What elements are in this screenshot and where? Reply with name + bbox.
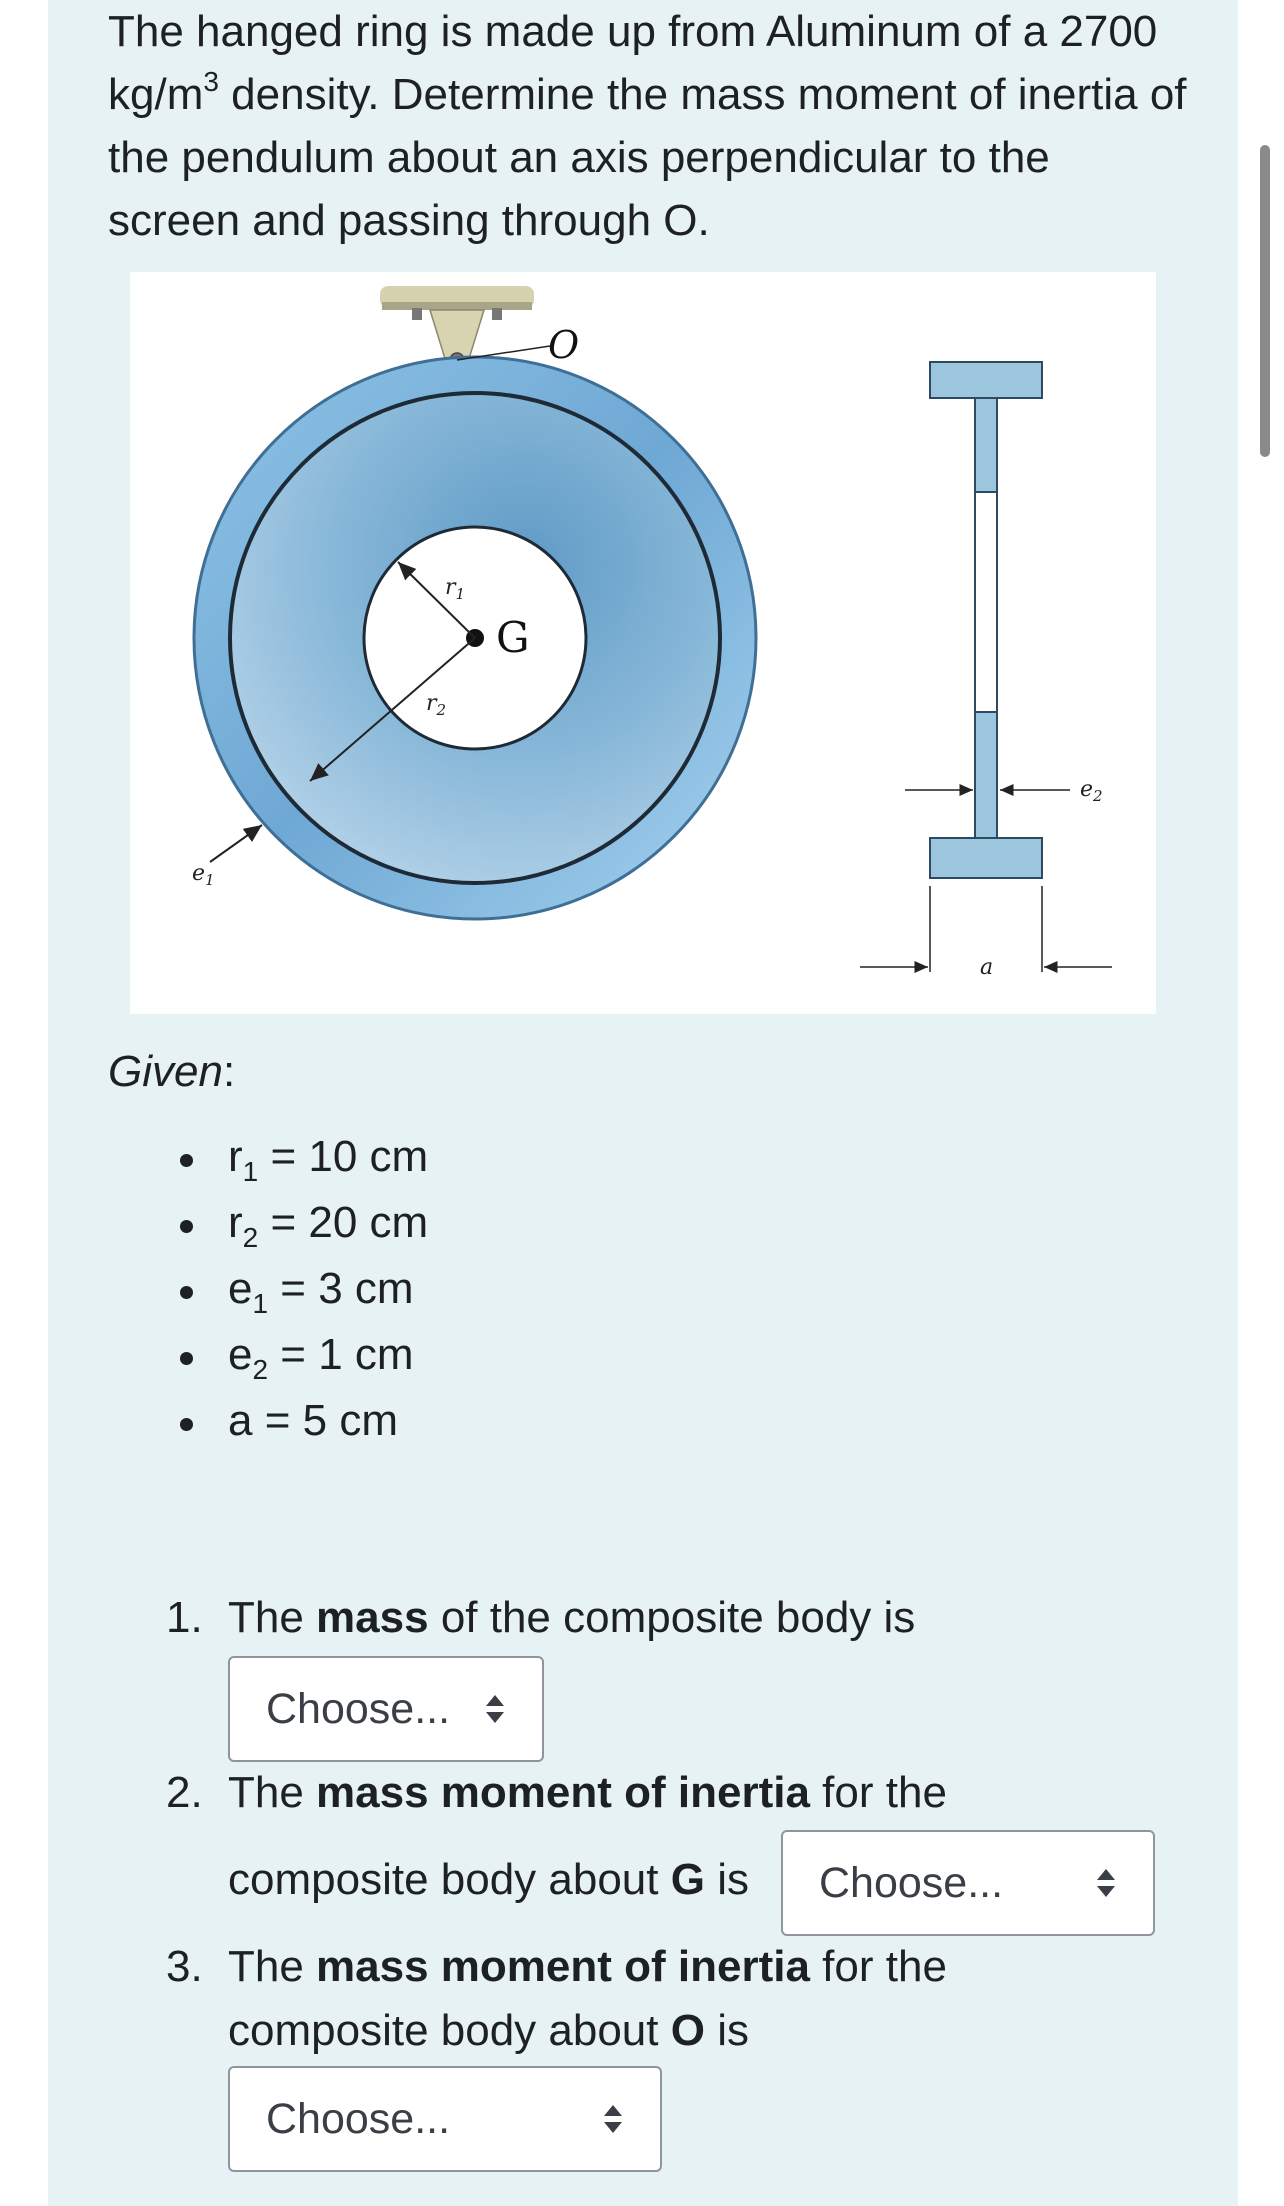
question-text: The hanged ring is made up from Aluminum of a 2700 $kg/m^3$ density. Determine the mass moment of inertia of the pendulum about an axis perpendicular to the screen and passing through O. (108, 7, 1187, 245)
label-e1: $e_1$ (192, 861, 215, 889)
label-e2: $e_2$ (1080, 777, 1103, 805)
label-o: O (548, 323, 580, 367)
support-bracket (380, 286, 534, 367)
inertia-g-select[interactable]: Choose... (781, 1830, 1155, 1936)
bullet-icon (180, 1286, 193, 1299)
select-arrows-icon (602, 2103, 624, 2135)
inertia-o-select[interactable]: Choose... (228, 2066, 662, 2172)
given-item-r1: $r_1 = 10$ cm (172, 1124, 428, 1190)
question-3-line2: composite body about O is (228, 2006, 749, 2055)
bullet-icon (180, 1154, 193, 1167)
given-list (172, 1124, 428, 1454)
label-r1: $r_1$ (445, 575, 466, 603)
bullet-icon (180, 1220, 193, 1233)
label-a: a (980, 955, 994, 980)
label-g: G (496, 613, 530, 662)
pendulum-figure (130, 272, 1156, 1014)
question-2: 2. The mass moment of inertia for the (166, 1768, 947, 1817)
question-2-line2: composite body about G is (228, 1855, 749, 1904)
select-arrows-icon (1095, 1867, 1117, 1899)
bullet-icon (180, 1352, 193, 1365)
side-view (930, 362, 1042, 878)
given-item-e2: $e_2 = 1$ cm (172, 1322, 428, 1388)
given-item-e1: $e_1 = 3$ cm (172, 1256, 428, 1322)
scrollbar[interactable] (1260, 145, 1270, 457)
bullet-icon (180, 1418, 193, 1431)
question-3: 3. The mass moment of inertia for the (166, 1942, 947, 1991)
given-item-a: a = 5 cm (172, 1388, 428, 1454)
given-heading: Given: (108, 1047, 236, 1096)
select-arrows-icon (484, 1693, 506, 1725)
mass-select[interactable]: Choose... (228, 1656, 544, 1762)
question-1: 1. The mass of the composite body is (166, 1593, 916, 1642)
given-item-r2: $r_2 = 20$ cm (172, 1190, 428, 1256)
label-r2: $r_2$ (426, 691, 447, 719)
